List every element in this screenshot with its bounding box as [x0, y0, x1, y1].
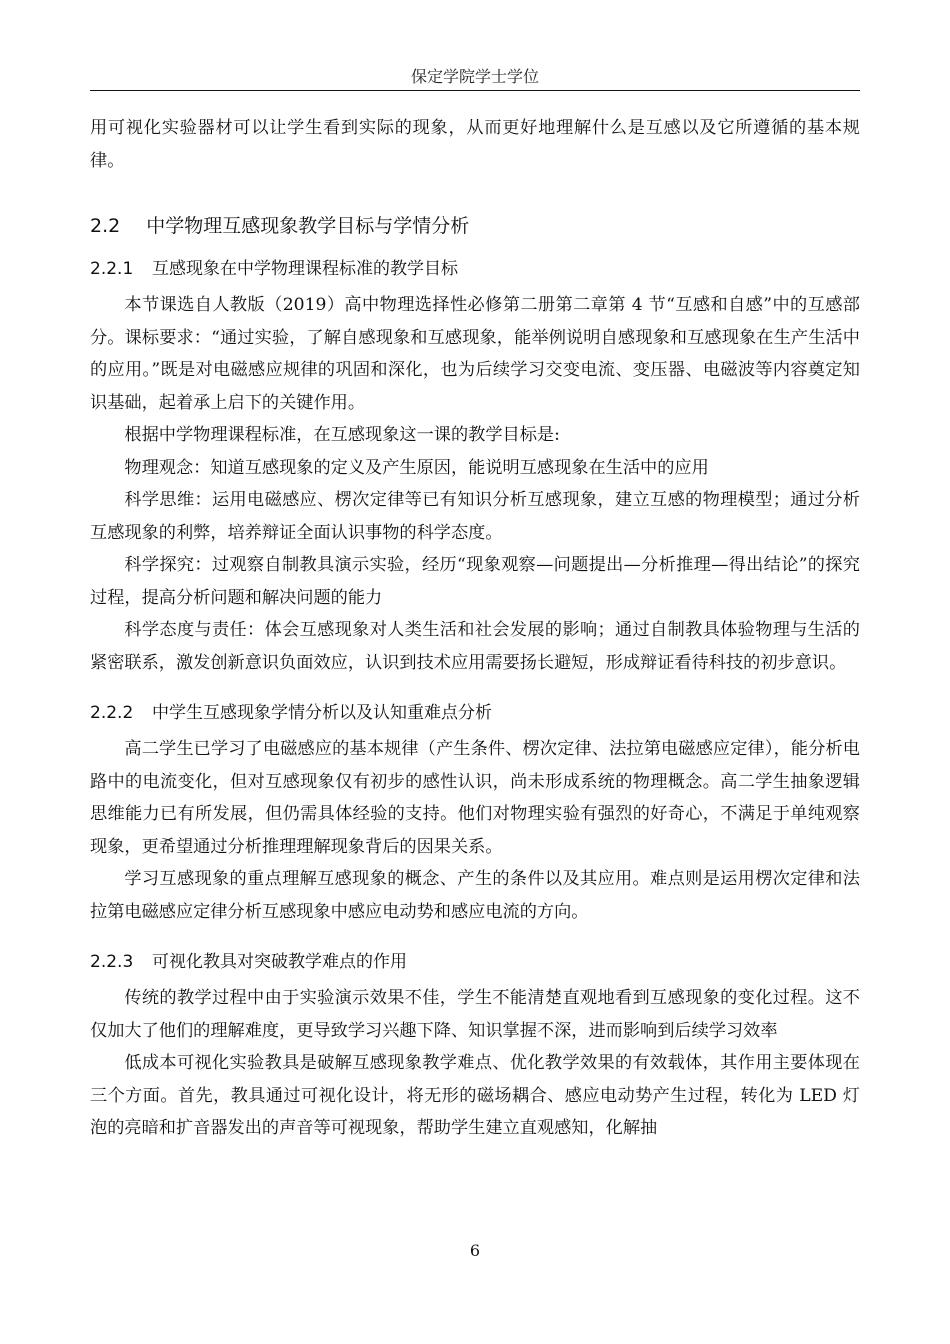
paragraph: 高二学生已学习了电磁感应的基本规律（产生条件、楞次定律、法拉第电磁感应定律），能分析电路中的电流变化，但对互感现象仅有初步的感性认识，尚未形成系统的物理概念。高二学生抽象逻辑思维能力已有所发展，但仍需具体经验的支持。他们对物理实验有强烈的好奇心，不满足于单纯观察现象，更希望通过分析推理理解现象背后的因果关系。	[90, 739, 860, 857]
page-body	[90, 112, 860, 1145]
subsection-title: 可视化教具对突破教学难点的作用	[152, 952, 407, 972]
subsection-number: 2.2.2	[90, 703, 134, 723]
subsection-heading-2-2-1	[90, 255, 860, 283]
subsection-number: 2.2.3	[90, 952, 134, 972]
subsection-heading-2-2-3	[90, 948, 860, 976]
paragraph: 本节课选自人教版（2019）高中物理选择性必修第二册第二章第 4 节“互感和自感”中的互感部分。课标要求：“通过实验，了解自感现象和互感现象，能举例说明自感现象和互感现象在生产生活中的应用。”既是对电磁感应规律的巩固和深化，也为后续学习交变电流、变压器、电磁波等内容奠定知识基础，起着承上启下的关键作用。	[90, 295, 860, 413]
intro-paragraph: 用可视化实验器材可以让学生看到实际的现象，从而更好地理解什么是互感以及它所遵循的基本规律。	[90, 118, 860, 171]
running-header: 保定学院学士学位	[410, 67, 539, 86]
subsection-title: 互感现象在中学物理课程标准的教学目标	[152, 259, 458, 279]
section-heading-2-2	[90, 211, 860, 241]
paragraph: 根据中学物理课程标准，在互感现象这一课的教学目标是:	[124, 425, 560, 445]
header-rule	[90, 90, 860, 91]
subsection-title: 中学生互感现象学情分析以及认知重难点分析	[152, 703, 492, 723]
paragraph: 科学探究：过观察自制教具演示实验，经历“现象观察—问题提出—分析推理—得出结论”的探究过程，提高分析问题和解决问题的能力	[90, 555, 860, 608]
section-number: 2.2	[90, 215, 121, 237]
paragraph: 低成本可视化实验教具是破解互感现象教学难点、优化教学效果的有效载体，其作用主要体现在三个方面。首先，教具通过可视化设计，将无形的磁场耦合、感应电动势产生过程，转化为 LED 灯泡的亮暗和扩音器发出的声音等可视现象，帮助学生建立直观感知，化解抽	[90, 1053, 860, 1138]
subsection-number: 2.2.1	[90, 259, 134, 279]
paragraph: 科学思维：运用电磁感应、楞次定律等已有知识分析互感现象，建立互感的物理模型；通过分析互感现象的利弊，培养辩证全面认识事物的科学态度。	[90, 490, 860, 543]
paragraph: 科学态度与责任：体会互感现象对人类生活和社会发展的影响；通过自制教具体验物理与生活的紧密联系，激发创新意识负面效应，认识到技术应用需要扬长避短，形成辩证看待科技的初步意识。	[90, 620, 860, 673]
subsection-heading-2-2-2	[90, 699, 860, 727]
paragraph: 物理观念：知道互感现象的定义及产生原因，能说明互感现象在生活中的应用	[124, 457, 709, 478]
section-title: 中学物理互感现象教学目标与学情分析	[146, 215, 470, 237]
page-number: 6	[469, 1241, 481, 1260]
paragraph: 传统的教学过程中由于实验演示效果不佳，学生不能清楚直观地看到互感现象的变化过程。这不仅加大了他们的理解难度，更导致学习兴趣下降、知识掌握不深，进而影响到后续学习效率	[90, 988, 860, 1041]
paragraph: 学习互感现象的重点理解互感现象的概念、产生的条件以及其应用。难点则是运用楞次定律和法拉第电磁感应定律分析互感现象中感应电动势和感应电流的方向。	[90, 869, 860, 922]
